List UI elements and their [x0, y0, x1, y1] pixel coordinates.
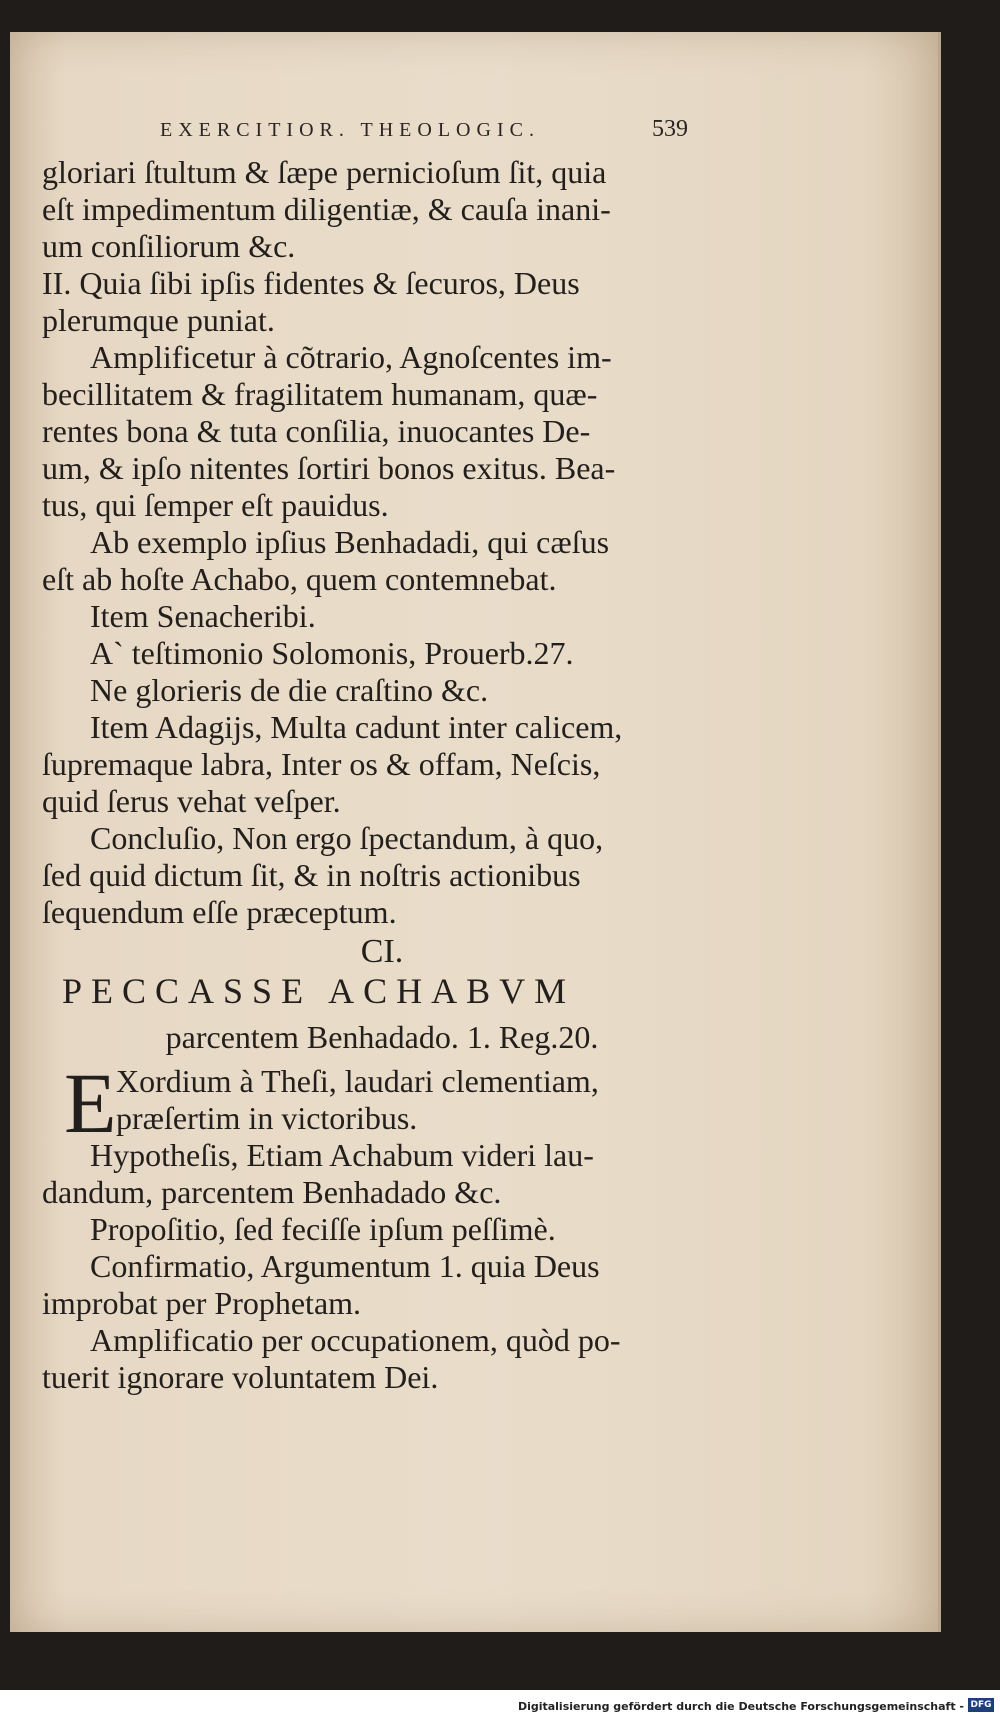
- text-line: Item Senacheribi.: [90, 598, 316, 634]
- text-line: II. Quia ſibi ipſis fidentes & ſecuros, Deus: [42, 265, 580, 301]
- dfg-logo: DFG: [968, 1698, 994, 1712]
- text-line: plerumque puniat.: [42, 302, 275, 338]
- text-line: A` teſtimonio Solomonis, Prouerb.27.: [90, 635, 574, 671]
- text-line: Confirmatio, Argumentum 1. quia Deus: [90, 1248, 600, 1284]
- drop-cap-paragraph: [42, 1055, 722, 1151]
- text-line: Amplificetur à cõtrario, Agnoſcentes im-: [90, 339, 612, 375]
- section-title: PECCASSE ACHABVM: [62, 971, 576, 1011]
- text-line: Ne glorieris de die craſtino &c.: [90, 672, 489, 708]
- text-line: becillitatem & fragilitatem humanam, quæ-: [42, 376, 598, 412]
- page-number: 539: [652, 116, 688, 142]
- book-page: [10, 32, 941, 1632]
- main-text: [42, 154, 722, 1396]
- text-line: improbat per Prophetam.: [42, 1285, 362, 1321]
- drop-cap-initial: E: [64, 1055, 117, 1151]
- text-line: um, & ipſo nitentes ſortiri bonos exitus. Bea-: [42, 450, 616, 486]
- text-line: tuerit ignorare voluntatem Dei.: [42, 1359, 439, 1395]
- text-line: rentes bona & tuta conſilia, inuocantes De-: [42, 413, 591, 449]
- text-line: Amplificatio per occupationem, quòd po-: [90, 1322, 621, 1358]
- text-line: Hypotheſis, Etiam Achabum videri lau-: [90, 1137, 594, 1173]
- text-line: eſt impedimentum diligentiæ, & cauſa inani-: [42, 191, 611, 227]
- text-line: eſt ab hoſte Achabo, quem contemnebat.: [42, 561, 557, 597]
- text-line: ſed quid dictum ſit, & in noſtris actionibus: [42, 857, 581, 893]
- text-line: Concluſio, Non ergo ſpectandum, à quo,: [90, 820, 604, 856]
- text-line: Item Adagijs, Multa cadunt inter calicem,: [90, 709, 623, 745]
- text-line: ſequendum eſſe præceptum.: [42, 894, 397, 930]
- funding-credit: Digitalisierung gefördert durch die Deutsche Forschungsgemeinschaft -: [517, 1700, 964, 1713]
- text-line: ſupremaque labra, Inter os & offam, Neſcis,: [42, 746, 601, 782]
- section-number: CI.: [360, 933, 404, 970]
- text-line: dandum, parcentem Benhadado &c.: [42, 1174, 502, 1210]
- text-line: Ab exemplo ipſius Benhadadi, qui cæſus: [90, 524, 610, 560]
- text-line: um conſiliorum &c.: [42, 228, 296, 264]
- text-line: tus, qui ſemper eſt pauidus.: [42, 487, 389, 523]
- section-subtitle: parcentem Benhadado. 1. Reg.20.: [165, 1019, 599, 1055]
- text-line: Xordium à Theſi, laudari clementiam,: [116, 1063, 599, 1099]
- text-line: gloriari ſtultum & ſæpe pernicioſum ſit, quia: [42, 154, 607, 190]
- text-line: Propoſitio, ſed feciſſe ipſum peſſimè.: [90, 1211, 556, 1247]
- running-head: EXERCITIOR. THEOLOGIC.: [160, 119, 540, 141]
- text-line: præſertim in victoribus.: [116, 1100, 418, 1136]
- text-line: quid ſerus vehat veſper.: [42, 783, 341, 819]
